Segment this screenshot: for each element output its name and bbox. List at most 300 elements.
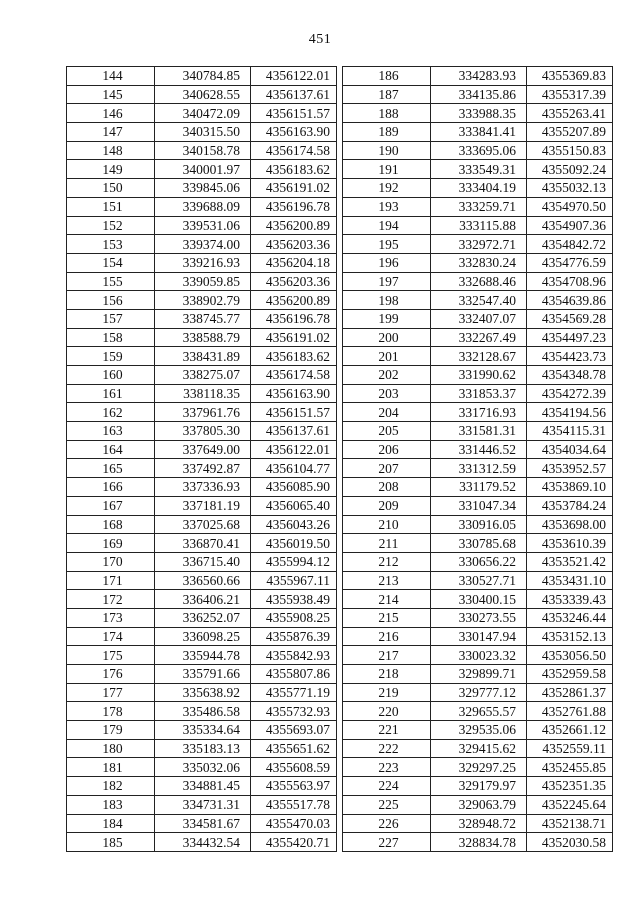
y-coordinate-cell: 4354034.64 — [527, 440, 613, 459]
x-coordinate-cell: 329777.12 — [431, 683, 527, 702]
y-coordinate-cell: 4355032.13 — [527, 179, 613, 198]
point-number-cell: 218 — [343, 665, 431, 684]
point-number-cell: 178 — [67, 702, 155, 721]
x-coordinate-cell: 331179.52 — [431, 478, 527, 497]
y-coordinate-cell: 4356085.90 — [251, 478, 337, 497]
y-coordinate-cell: 4354708.96 — [527, 272, 613, 291]
point-number-cell: 167 — [67, 496, 155, 515]
table-row — [67, 160, 337, 179]
point-number-cell: 193 — [343, 197, 431, 216]
y-coordinate-cell: 4355317.39 — [527, 85, 613, 104]
y-coordinate-cell: 4356019.50 — [251, 534, 337, 553]
point-number-cell: 177 — [67, 683, 155, 702]
x-coordinate-cell: 333259.71 — [431, 197, 527, 216]
x-coordinate-cell: 337805.30 — [155, 422, 251, 441]
x-coordinate-cell: 340315.50 — [155, 123, 251, 142]
point-number-cell: 158 — [67, 328, 155, 347]
point-number-cell: 216 — [343, 627, 431, 646]
table-row — [343, 347, 613, 366]
table-row — [67, 85, 337, 104]
x-coordinate-cell: 336560.66 — [155, 571, 251, 590]
point-number-cell: 212 — [343, 552, 431, 571]
table-row — [343, 328, 613, 347]
table-row — [67, 179, 337, 198]
point-number-cell: 184 — [67, 814, 155, 833]
x-coordinate-cell: 336252.07 — [155, 608, 251, 627]
table-row — [343, 384, 613, 403]
y-coordinate-cell: 4356137.61 — [251, 85, 337, 104]
point-number-cell: 171 — [67, 571, 155, 590]
y-coordinate-cell: 4353610.39 — [527, 534, 613, 553]
point-number-cell: 197 — [343, 272, 431, 291]
x-coordinate-cell: 330527.71 — [431, 571, 527, 590]
point-number-cell: 181 — [67, 758, 155, 777]
y-coordinate-cell: 4354272.39 — [527, 384, 613, 403]
point-number-cell: 183 — [67, 795, 155, 814]
x-coordinate-cell: 333115.88 — [431, 216, 527, 235]
point-number-cell: 179 — [67, 721, 155, 740]
table-row — [67, 702, 337, 721]
y-coordinate-cell: 4356203.36 — [251, 235, 337, 254]
y-coordinate-cell: 4353784.24 — [527, 496, 613, 515]
table-row — [343, 272, 613, 291]
y-coordinate-cell: 4356183.62 — [251, 160, 337, 179]
x-coordinate-cell: 339845.06 — [155, 179, 251, 198]
table-row — [343, 291, 613, 310]
y-coordinate-cell: 4354907.36 — [527, 216, 613, 235]
x-coordinate-cell: 336098.25 — [155, 627, 251, 646]
y-coordinate-cell: 4354423.73 — [527, 347, 613, 366]
x-coordinate-cell: 339059.85 — [155, 272, 251, 291]
y-coordinate-cell: 4353952.57 — [527, 459, 613, 478]
x-coordinate-cell: 338118.35 — [155, 384, 251, 403]
x-coordinate-cell: 335032.06 — [155, 758, 251, 777]
table-row — [67, 104, 337, 123]
y-coordinate-cell: 4355908.25 — [251, 608, 337, 627]
x-coordinate-cell: 335334.64 — [155, 721, 251, 740]
y-coordinate-cell: 4355693.07 — [251, 721, 337, 740]
x-coordinate-cell: 329535.06 — [431, 721, 527, 740]
point-number-cell: 155 — [67, 272, 155, 291]
table-row — [67, 571, 337, 590]
y-coordinate-cell: 4352245.64 — [527, 795, 613, 814]
y-coordinate-cell: 4356200.89 — [251, 291, 337, 310]
y-coordinate-cell: 4352861.37 — [527, 683, 613, 702]
table-row — [343, 758, 613, 777]
y-coordinate-cell: 4355150.83 — [527, 141, 613, 160]
table-row — [343, 534, 613, 553]
y-coordinate-cell: 4354497.23 — [527, 328, 613, 347]
x-coordinate-cell: 328948.72 — [431, 814, 527, 833]
point-number-cell: 147 — [67, 123, 155, 142]
point-number-cell: 149 — [67, 160, 155, 179]
y-coordinate-cell: 4355807.86 — [251, 665, 337, 684]
point-number-cell: 163 — [67, 422, 155, 441]
table-row — [343, 833, 613, 852]
x-coordinate-cell: 331312.59 — [431, 459, 527, 478]
table-row — [67, 683, 337, 702]
x-coordinate-cell: 338431.89 — [155, 347, 251, 366]
y-coordinate-cell: 4353869.10 — [527, 478, 613, 497]
y-coordinate-cell: 4352138.71 — [527, 814, 613, 833]
x-coordinate-cell: 331047.34 — [431, 496, 527, 515]
table-row — [343, 814, 613, 833]
coordinate-table-left — [66, 66, 337, 852]
table-row — [67, 552, 337, 571]
x-coordinate-cell: 336870.41 — [155, 534, 251, 553]
table-row — [343, 683, 613, 702]
table-row — [343, 665, 613, 684]
table-row — [343, 216, 613, 235]
table-row — [67, 123, 337, 142]
table-row — [343, 552, 613, 571]
point-number-cell: 205 — [343, 422, 431, 441]
x-coordinate-cell: 338275.07 — [155, 366, 251, 385]
x-coordinate-cell: 339374.00 — [155, 235, 251, 254]
table-row — [343, 627, 613, 646]
point-number-cell: 154 — [67, 253, 155, 272]
x-coordinate-cell: 333549.31 — [431, 160, 527, 179]
table-row — [67, 478, 337, 497]
y-coordinate-cell: 4356196.78 — [251, 309, 337, 328]
point-number-cell: 145 — [67, 85, 155, 104]
x-coordinate-cell: 340472.09 — [155, 104, 251, 123]
point-number-cell: 208 — [343, 478, 431, 497]
point-number-cell: 168 — [67, 515, 155, 534]
x-coordinate-cell: 337336.93 — [155, 478, 251, 497]
x-coordinate-cell: 330147.94 — [431, 627, 527, 646]
y-coordinate-cell: 4356163.90 — [251, 123, 337, 142]
point-number-cell: 209 — [343, 496, 431, 515]
x-coordinate-cell: 331853.37 — [431, 384, 527, 403]
y-coordinate-cell: 4355876.39 — [251, 627, 337, 646]
point-number-cell: 188 — [343, 104, 431, 123]
table-row — [343, 496, 613, 515]
table-row — [343, 440, 613, 459]
point-number-cell: 148 — [67, 141, 155, 160]
table-row — [67, 235, 337, 254]
point-number-cell: 186 — [343, 67, 431, 86]
point-number-cell: 162 — [67, 403, 155, 422]
y-coordinate-cell: 4356196.78 — [251, 197, 337, 216]
table-row — [343, 85, 613, 104]
point-number-cell: 210 — [343, 515, 431, 534]
point-number-cell: 146 — [67, 104, 155, 123]
point-number-cell: 202 — [343, 366, 431, 385]
y-coordinate-cell: 4355420.71 — [251, 833, 337, 852]
x-coordinate-cell: 338588.79 — [155, 328, 251, 347]
x-coordinate-cell: 337181.19 — [155, 496, 251, 515]
point-number-cell: 176 — [67, 665, 155, 684]
point-number-cell: 219 — [343, 683, 431, 702]
table-row — [343, 571, 613, 590]
point-number-cell: 164 — [67, 440, 155, 459]
x-coordinate-cell: 336406.21 — [155, 590, 251, 609]
table-row — [343, 366, 613, 385]
x-coordinate-cell: 333841.41 — [431, 123, 527, 142]
table-row — [67, 459, 337, 478]
x-coordinate-cell: 334135.86 — [431, 85, 527, 104]
y-coordinate-cell: 4353056.50 — [527, 646, 613, 665]
x-coordinate-cell: 330273.55 — [431, 608, 527, 627]
y-coordinate-cell: 4356191.02 — [251, 179, 337, 198]
point-number-cell: 194 — [343, 216, 431, 235]
point-number-cell: 157 — [67, 309, 155, 328]
table-row — [343, 459, 613, 478]
point-number-cell: 174 — [67, 627, 155, 646]
y-coordinate-cell: 4352661.12 — [527, 721, 613, 740]
table-row — [67, 328, 337, 347]
point-number-cell: 165 — [67, 459, 155, 478]
y-coordinate-cell: 4355263.41 — [527, 104, 613, 123]
x-coordinate-cell: 337961.76 — [155, 403, 251, 422]
x-coordinate-cell: 328834.78 — [431, 833, 527, 852]
y-coordinate-cell: 4352455.85 — [527, 758, 613, 777]
x-coordinate-cell: 336715.40 — [155, 552, 251, 571]
coordinate-table-right — [342, 66, 613, 852]
point-number-cell: 211 — [343, 534, 431, 553]
y-coordinate-cell: 4354639.86 — [527, 291, 613, 310]
y-coordinate-cell: 4354970.50 — [527, 197, 613, 216]
table-row — [67, 534, 337, 553]
y-coordinate-cell: 4356043.26 — [251, 515, 337, 534]
x-coordinate-cell: 332547.40 — [431, 291, 527, 310]
x-coordinate-cell: 329899.71 — [431, 665, 527, 684]
x-coordinate-cell: 334283.93 — [431, 67, 527, 86]
table-row — [67, 141, 337, 160]
table-row — [67, 440, 337, 459]
x-coordinate-cell: 332128.67 — [431, 347, 527, 366]
y-coordinate-cell: 4355938.49 — [251, 590, 337, 609]
table-row — [343, 646, 613, 665]
table-row — [67, 590, 337, 609]
y-coordinate-cell: 4352351.35 — [527, 777, 613, 796]
point-number-cell: 180 — [67, 739, 155, 758]
point-number-cell: 170 — [67, 552, 155, 571]
y-coordinate-cell: 4356122.01 — [251, 440, 337, 459]
point-number-cell: 227 — [343, 833, 431, 852]
table-row — [343, 608, 613, 627]
table-row — [343, 590, 613, 609]
x-coordinate-cell: 330656.22 — [431, 552, 527, 571]
x-coordinate-cell: 331716.93 — [431, 403, 527, 422]
y-coordinate-cell: 4356151.57 — [251, 403, 337, 422]
x-coordinate-cell: 330400.15 — [431, 590, 527, 609]
point-number-cell: 217 — [343, 646, 431, 665]
y-coordinate-cell: 4352761.88 — [527, 702, 613, 721]
x-coordinate-cell: 337492.87 — [155, 459, 251, 478]
y-coordinate-cell: 4355563.97 — [251, 777, 337, 796]
table-row — [67, 833, 337, 852]
x-coordinate-cell: 334731.31 — [155, 795, 251, 814]
point-number-cell: 166 — [67, 478, 155, 497]
point-number-cell: 169 — [67, 534, 155, 553]
table-row — [67, 777, 337, 796]
point-number-cell: 185 — [67, 833, 155, 852]
table-row — [67, 608, 337, 627]
x-coordinate-cell: 330785.68 — [431, 534, 527, 553]
point-number-cell: 144 — [67, 67, 155, 86]
table-row — [67, 366, 337, 385]
point-number-cell: 225 — [343, 795, 431, 814]
point-number-cell: 220 — [343, 702, 431, 721]
point-number-cell: 153 — [67, 235, 155, 254]
x-coordinate-cell: 338745.77 — [155, 309, 251, 328]
table-row — [343, 515, 613, 534]
point-number-cell: 189 — [343, 123, 431, 142]
y-coordinate-cell: 4355092.24 — [527, 160, 613, 179]
x-coordinate-cell: 333988.35 — [431, 104, 527, 123]
y-coordinate-cell: 4355732.93 — [251, 702, 337, 721]
x-coordinate-cell: 329179.97 — [431, 777, 527, 796]
table-row — [67, 496, 337, 515]
y-coordinate-cell: 4353521.42 — [527, 552, 613, 571]
table-row — [343, 422, 613, 441]
point-number-cell: 182 — [67, 777, 155, 796]
y-coordinate-cell: 4356065.40 — [251, 496, 337, 515]
point-number-cell: 203 — [343, 384, 431, 403]
table-row — [67, 291, 337, 310]
point-number-cell: 200 — [343, 328, 431, 347]
x-coordinate-cell: 337025.68 — [155, 515, 251, 534]
table-row — [67, 309, 337, 328]
x-coordinate-cell: 332972.71 — [431, 235, 527, 254]
x-coordinate-cell: 329415.62 — [431, 739, 527, 758]
y-coordinate-cell: 4354776.59 — [527, 253, 613, 272]
table-row — [67, 347, 337, 366]
x-coordinate-cell: 335638.92 — [155, 683, 251, 702]
page-number: 451 — [308, 32, 332, 47]
point-number-cell: 175 — [67, 646, 155, 665]
x-coordinate-cell: 329297.25 — [431, 758, 527, 777]
table-row — [343, 795, 613, 814]
y-coordinate-cell: 4356191.02 — [251, 328, 337, 347]
y-coordinate-cell: 4353339.43 — [527, 590, 613, 609]
x-coordinate-cell: 333404.19 — [431, 179, 527, 198]
table-row — [67, 627, 337, 646]
table-row — [67, 384, 337, 403]
x-coordinate-cell: 339688.09 — [155, 197, 251, 216]
table-row — [67, 814, 337, 833]
x-coordinate-cell: 333695.06 — [431, 141, 527, 160]
table-row — [343, 123, 613, 142]
y-coordinate-cell: 4354569.28 — [527, 309, 613, 328]
table-row — [67, 758, 337, 777]
y-coordinate-cell: 4355608.59 — [251, 758, 337, 777]
x-coordinate-cell: 332267.49 — [431, 328, 527, 347]
y-coordinate-cell: 4355771.19 — [251, 683, 337, 702]
y-coordinate-cell: 4355470.03 — [251, 814, 337, 833]
table-row — [343, 478, 613, 497]
y-coordinate-cell: 4353431.10 — [527, 571, 613, 590]
x-coordinate-cell: 332407.07 — [431, 309, 527, 328]
x-coordinate-cell: 339216.93 — [155, 253, 251, 272]
y-coordinate-cell: 4355651.62 — [251, 739, 337, 758]
x-coordinate-cell: 338902.79 — [155, 291, 251, 310]
table-row — [67, 422, 337, 441]
y-coordinate-cell: 4352959.58 — [527, 665, 613, 684]
point-number-cell: 161 — [67, 384, 155, 403]
y-coordinate-cell: 4356122.01 — [251, 67, 337, 86]
x-coordinate-cell: 332830.24 — [431, 253, 527, 272]
y-coordinate-cell: 4355369.83 — [527, 67, 613, 86]
table-row — [67, 253, 337, 272]
point-number-cell: 207 — [343, 459, 431, 478]
x-coordinate-cell: 337649.00 — [155, 440, 251, 459]
table-row — [343, 141, 613, 160]
point-number-cell: 190 — [343, 141, 431, 160]
table-row — [67, 665, 337, 684]
x-coordinate-cell: 340628.55 — [155, 85, 251, 104]
point-number-cell: 224 — [343, 777, 431, 796]
x-coordinate-cell: 332688.46 — [431, 272, 527, 291]
x-coordinate-cell: 334581.67 — [155, 814, 251, 833]
y-coordinate-cell: 4354348.78 — [527, 366, 613, 385]
y-coordinate-cell: 4355967.11 — [251, 571, 337, 590]
x-coordinate-cell: 331990.62 — [431, 366, 527, 385]
x-coordinate-cell: 335944.78 — [155, 646, 251, 665]
table-row — [343, 179, 613, 198]
x-coordinate-cell: 335791.66 — [155, 665, 251, 684]
y-coordinate-cell: 4354115.31 — [527, 422, 613, 441]
y-coordinate-cell: 4356163.90 — [251, 384, 337, 403]
y-coordinate-cell: 4356200.89 — [251, 216, 337, 235]
y-coordinate-cell: 4352559.11 — [527, 739, 613, 758]
x-coordinate-cell: 339531.06 — [155, 216, 251, 235]
table-row — [343, 160, 613, 179]
table-row — [67, 795, 337, 814]
y-coordinate-cell: 4355994.12 — [251, 552, 337, 571]
point-number-cell: 195 — [343, 235, 431, 254]
point-number-cell: 173 — [67, 608, 155, 627]
table-row — [343, 197, 613, 216]
x-coordinate-cell: 329655.57 — [431, 702, 527, 721]
table-row — [67, 739, 337, 758]
table-row — [67, 216, 337, 235]
y-coordinate-cell: 4353152.13 — [527, 627, 613, 646]
point-number-cell: 213 — [343, 571, 431, 590]
point-number-cell: 215 — [343, 608, 431, 627]
point-number-cell: 150 — [67, 179, 155, 198]
table-row — [343, 721, 613, 740]
x-coordinate-cell: 334881.45 — [155, 777, 251, 796]
x-coordinate-cell: 330023.32 — [431, 646, 527, 665]
x-coordinate-cell: 331446.52 — [431, 440, 527, 459]
y-coordinate-cell: 4356137.61 — [251, 422, 337, 441]
point-number-cell: 192 — [343, 179, 431, 198]
table-row — [343, 104, 613, 123]
table-row — [67, 721, 337, 740]
y-coordinate-cell: 4356183.62 — [251, 347, 337, 366]
x-coordinate-cell: 329063.79 — [431, 795, 527, 814]
point-number-cell: 191 — [343, 160, 431, 179]
point-number-cell: 223 — [343, 758, 431, 777]
y-coordinate-cell: 4356204.18 — [251, 253, 337, 272]
y-coordinate-cell: 4353698.00 — [527, 515, 613, 534]
x-coordinate-cell: 335183.13 — [155, 739, 251, 758]
y-coordinate-cell: 4356174.58 — [251, 141, 337, 160]
y-coordinate-cell: 4355517.78 — [251, 795, 337, 814]
point-number-cell: 198 — [343, 291, 431, 310]
table-row — [67, 197, 337, 216]
point-number-cell: 226 — [343, 814, 431, 833]
y-coordinate-cell: 4356174.58 — [251, 366, 337, 385]
point-number-cell: 156 — [67, 291, 155, 310]
x-coordinate-cell: 334432.54 — [155, 833, 251, 852]
y-coordinate-cell: 4356203.36 — [251, 272, 337, 291]
point-number-cell: 152 — [67, 216, 155, 235]
point-number-cell: 160 — [67, 366, 155, 385]
